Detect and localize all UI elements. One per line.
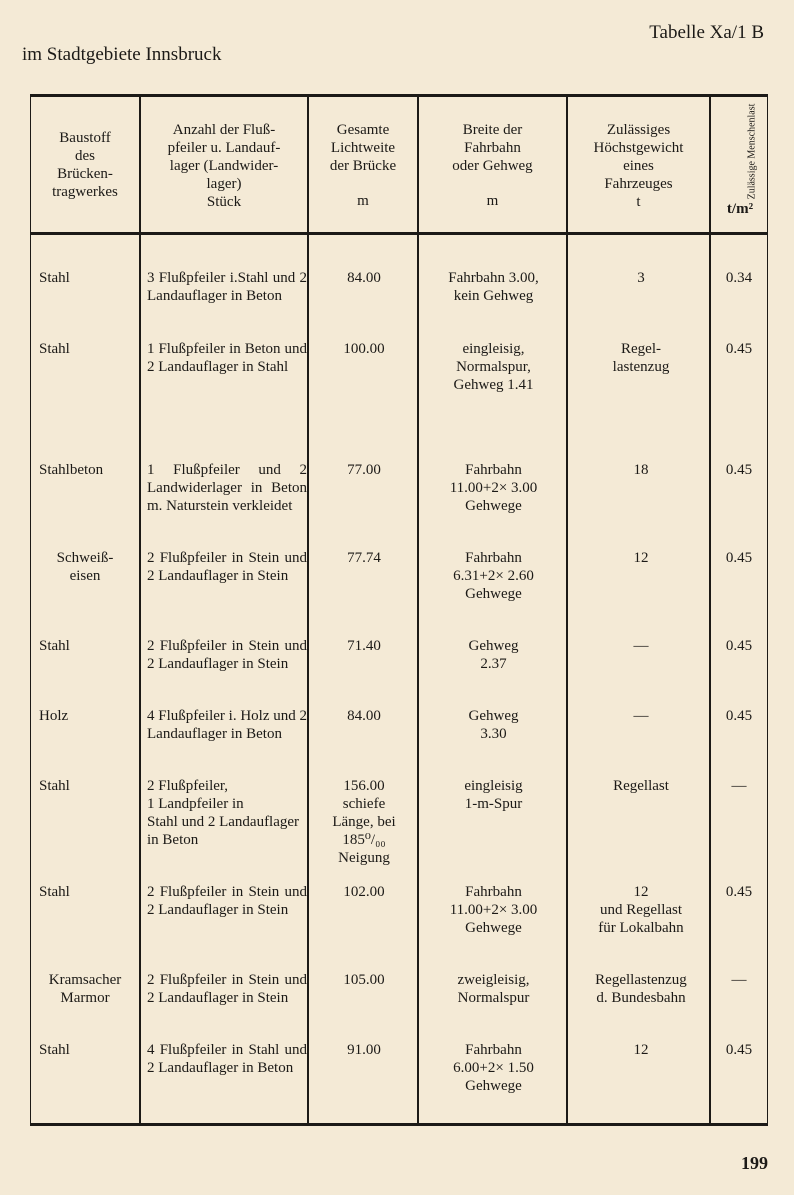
cell-anzahl: 2 Flußpfeiler in Stein und 2 Landauflager in Stein: [147, 884, 307, 918]
cell-lichtweite: 156.00 schiefe Länge, bei 185⁰/₀₀ Neigung: [332, 778, 396, 866]
cell-anzahl: 2 Flußpfeiler, 1 Landpfeiler in Stahl und 2 Landauflager in Beton: [147, 778, 300, 848]
column-divider: [139, 97, 141, 1123]
cell-menschenlast: 0.45: [725, 708, 753, 724]
cell-baustoff: Stahlbeton: [39, 462, 104, 478]
cell-gewicht: 12: [633, 550, 649, 566]
cell-breite: zweigleisig, Normalspur: [457, 972, 530, 1006]
cell-baustoff: Schweiß- eisen: [56, 550, 114, 584]
cell-gewicht: 12: [633, 1042, 649, 1058]
cell-gewicht: Regellastenzug d. Bundesbahn: [595, 972, 687, 1006]
cell-anzahl: 1 Flußpfeiler und 2 Landwiderlager in Beton m. Naturstein verkleidet: [147, 462, 307, 514]
cell-menschenlast: 0.45: [725, 638, 753, 654]
column-divider: [417, 97, 419, 1123]
header-divider: [31, 232, 767, 235]
header-baustoff: Baustoff des Brücken- tragwerkes: [52, 130, 118, 200]
cell-baustoff: Stahl: [39, 341, 70, 357]
header-menschenlast: Zulässige Menschenlast: [746, 103, 758, 199]
header-anzahl: Anzahl der Fluß- pfeiler u. Landauf- lager (Landwider- lager) Stück: [167, 122, 281, 210]
cell-breite: Fahrbahn 6.31+2× 2.60 Gehwege: [453, 550, 534, 602]
cell-lichtweite: 77.00: [347, 462, 381, 478]
column-divider: [709, 97, 711, 1123]
cell-baustoff: Stahl: [39, 884, 70, 900]
bridge-table: [30, 94, 768, 1126]
cell-anzahl: 2 Flußpfeiler in Stein und 2 Landauflager in Stein: [147, 550, 307, 584]
cell-anzahl: 2 Flußpfeiler in Stein und 2 Landauflager in Stein: [147, 972, 307, 1006]
cell-breite: eingleisig, Normalspur, Gehweg 1.41: [453, 341, 534, 393]
cell-baustoff: Stahl: [39, 1042, 70, 1058]
header-lichtweite: Gesamte Lichtweite der Brücke: [329, 122, 397, 174]
header-breite: Breite der Fahrbahn oder Gehweg: [452, 122, 533, 174]
cell-breite: Fahrbahn 3.00, kein Gehweg: [448, 270, 539, 304]
cell-lichtweite: 100.00: [343, 341, 385, 357]
cell-menschenlast: 0.45: [725, 462, 753, 478]
cell-lichtweite: 91.00: [347, 1042, 381, 1058]
cell-gewicht: Regel- lastenzug: [612, 341, 670, 375]
cell-baustoff: Holz: [39, 708, 69, 724]
cell-breite: Fahrbahn 11.00+2× 3.00 Gehwege: [449, 884, 538, 936]
cell-menschenlast: 0.34: [725, 270, 753, 286]
cell-lichtweite: 84.00: [347, 270, 381, 286]
cell-anzahl: 2 Flußpfeiler in Stein und 2 Landauflager in Stein: [147, 638, 307, 672]
cell-baustoff: Stahl: [39, 270, 70, 286]
cell-anzahl: 4 Flußpfeiler in Stahl und 2 Landauflager in Beton: [147, 1042, 307, 1076]
cell-gewicht: Regellast: [613, 778, 669, 794]
header-menschenlast-unit: t/m²: [726, 201, 754, 217]
cell-menschenlast: —: [731, 972, 747, 988]
header-breite-unit: m: [486, 193, 499, 209]
cell-menschenlast: 0.45: [725, 884, 753, 900]
cell-gewicht: 12 und Regellast für Lokalbahn: [598, 884, 684, 936]
page-number: 199: [741, 1153, 768, 1173]
cell-gewicht: —: [633, 708, 649, 724]
cell-lichtweite: 77.74: [347, 550, 381, 566]
cell-lichtweite: 105.00: [343, 972, 385, 988]
cell-anzahl: 3 Flußpfeiler i.Stahl und 2 Landauflager in Beton: [147, 270, 307, 304]
cell-breite: eingleisig 1-m-Spur: [464, 778, 523, 812]
cell-breite: Gehweg 2.37: [468, 638, 519, 672]
cell-anzahl: 4 Flußpfeiler i. Holz und 2 Landauflager in Beton: [147, 708, 307, 742]
cell-menschenlast: 0.45: [725, 341, 753, 357]
cell-baustoff: Kramsacher Marmor: [48, 972, 122, 1006]
cell-breite: Fahrbahn 6.00+2× 1.50 Gehwege: [453, 1042, 534, 1094]
cell-menschenlast: —: [731, 778, 747, 794]
cell-menschenlast: 0.45: [725, 550, 753, 566]
cell-menschenlast: 0.45: [725, 1042, 753, 1058]
cell-baustoff: Stahl: [39, 778, 70, 794]
cell-lichtweite: 71.40: [347, 638, 381, 654]
cell-breite: Gehweg 3.30: [468, 708, 519, 742]
column-divider: [307, 97, 309, 1123]
table-label: Tabelle Xa/1 B: [649, 22, 764, 43]
cell-gewicht: —: [633, 638, 649, 654]
cell-breite: Fahrbahn 11.00+2× 3.00 Gehwege: [449, 462, 538, 514]
header-lichtweite-unit: m: [357, 193, 369, 209]
page-heading-left: im Stadtgebiete Innsbruck: [22, 44, 222, 65]
cell-lichtweite: 84.00: [347, 708, 381, 724]
cell-baustoff: Stahl: [39, 638, 70, 654]
cell-gewicht: 3: [637, 270, 645, 286]
cell-anzahl: 1 Flußpfeiler in Beton und 2 Landauflager in Stahl: [147, 341, 307, 375]
cell-lichtweite: 102.00: [343, 884, 385, 900]
cell-gewicht: 18: [633, 462, 649, 478]
column-divider: [566, 97, 568, 1123]
header-hoechstgewicht: Zulässiges Höchstgewicht eines Fahrzeuges t: [593, 122, 684, 210]
